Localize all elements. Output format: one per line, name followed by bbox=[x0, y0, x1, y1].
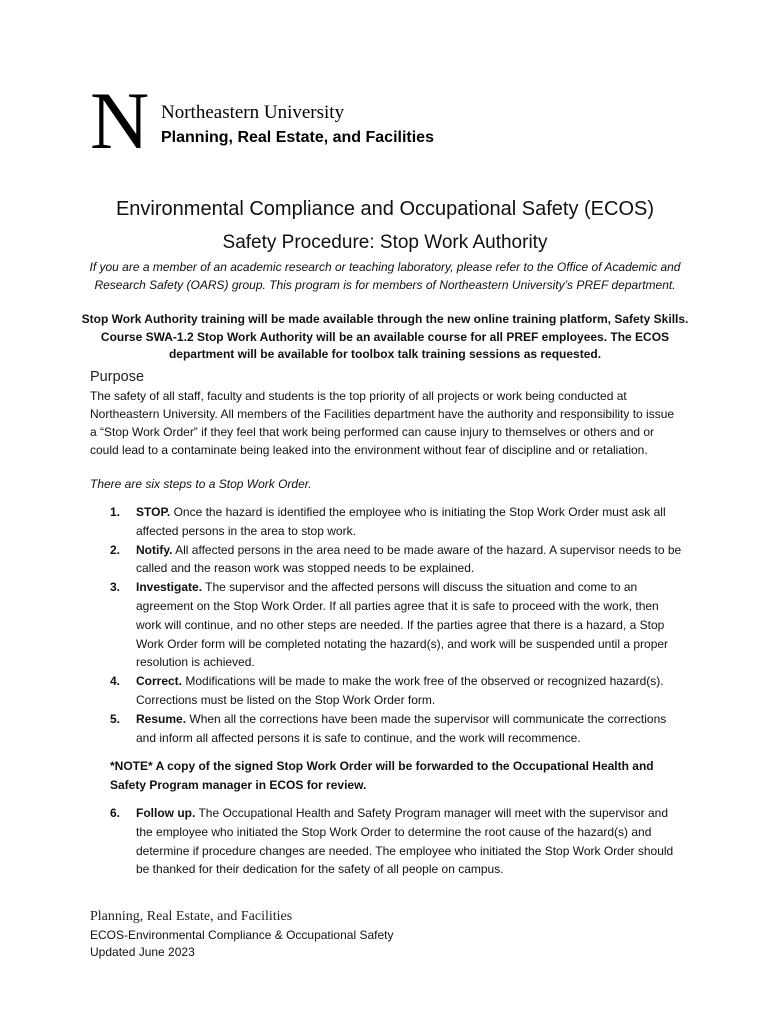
step-number: 2. bbox=[110, 542, 121, 557]
step-title: Follow up. bbox=[136, 806, 196, 820]
step-text: Once the hazard is identified the employee who is initiating the Stop Work Order must ask all affected persons in the area to stop work. bbox=[136, 505, 666, 538]
footer-group: ECOS-Environmental Compliance & Occupational Safety bbox=[90, 928, 394, 942]
step-text: Modifications will be made to make the work free of the observed or recognized hazard(s). Corrections must be listed on the Stop Work Order form. bbox=[136, 674, 664, 707]
step-item bbox=[110, 710, 685, 748]
step-item bbox=[110, 541, 685, 579]
step-text: The Occupational Health and Safety Program manager will meet with the supervisor and the employee who initiated the Stop Work Order to determine the root cause of the hazard(s) and determine if procedure changes are needed. The employee who initiated the Stop Work Order should be thanked for their dedication for the safety of all people on campus. bbox=[136, 806, 674, 877]
document-title: Environmental Compliance and Occupational Safety (ECOS) bbox=[115, 198, 655, 220]
step-text: The supervisor and the affected persons will discuss the situation and come to an agreement on the Stop Work Order. If all parties agree that it is safe to proceed with the work, then work will continue, and no other steps are needed. If the parties agree that there is a hazard, a Stop Work Order form will be completed notating the hazard(s), and work will be suspended until a proper resolution is achieved. bbox=[136, 580, 669, 670]
footer-updated: Updated June 2023 bbox=[90, 945, 195, 959]
step-item bbox=[110, 503, 685, 541]
steps-intro: There are six steps to a Stop Work Order. bbox=[90, 477, 312, 491]
step-item bbox=[110, 804, 685, 879]
step-number: 5. bbox=[110, 711, 121, 726]
steps-list bbox=[110, 503, 685, 747]
follow-up-list bbox=[110, 804, 685, 879]
step-number: 1. bbox=[110, 505, 121, 519]
step-title: STOP. bbox=[136, 505, 171, 519]
step-title: Investigate. bbox=[136, 580, 203, 595]
logo-mark: N bbox=[90, 75, 150, 166]
training-notice: Stop Work Authority training will be made available through the new online training platform, Safety Skills. Course SWA-1.2 Stop Work Authority will be an available course for all PREF employees. The ECOS department will be available for toolbox talk training sessions as requested. bbox=[81, 312, 689, 361]
note-callout: *NOTE* A copy of the signed Stop Work Order will be forwarded to the Occupational Health and Safety Program manager in ECOS for review. bbox=[110, 759, 654, 792]
step-title: Resume. bbox=[136, 711, 187, 726]
step-text: When all the corrections have been made the supervisor will communicate the corrections and inform all affected persons it is safe to continue, and the work will recommence. bbox=[136, 711, 667, 745]
purpose-body: The safety of all staff, faculty and students is the top priority of all projects or work being conducted at Northeastern University. All members of the Facilities department have the authority and responsibility to issue a “Stop Work Order” if they feel that work being performed can cause injury to themselves or others and or could lead to a contaminate being leaked into the environment without fear of discipline and or retaliation. bbox=[90, 389, 675, 457]
step-title: Correct. bbox=[136, 674, 183, 689]
step-item bbox=[110, 578, 685, 672]
oars-notice: If you are a member of an academic research or teaching laboratory, please refer to the Office of Academic and Research Safety (OARS) group. This program is for members of Northeastern University’s PREF department. bbox=[89, 260, 681, 292]
step-title: Notify. bbox=[136, 542, 173, 557]
logo-university-name: Northeastern University bbox=[161, 102, 345, 123]
step-number: 3. bbox=[110, 580, 121, 595]
step-item bbox=[110, 672, 685, 710]
purpose-heading: Purpose bbox=[90, 369, 145, 385]
step-number: 6. bbox=[110, 806, 121, 820]
footer-department: Planning, Real Estate, and Facilities bbox=[90, 909, 293, 924]
document-subtitle: Safety Procedure: Stop Work Authority bbox=[222, 232, 548, 253]
step-number: 4. bbox=[110, 674, 121, 689]
step-text: All affected persons in the area need to be made aware of the hazard. A supervisor needs to be called and the reason work was stopped needs to be explained. bbox=[136, 542, 682, 576]
university-logo bbox=[90, 75, 470, 166]
logo-department-name: Planning, Real Estate, and Facilities bbox=[161, 129, 434, 146]
